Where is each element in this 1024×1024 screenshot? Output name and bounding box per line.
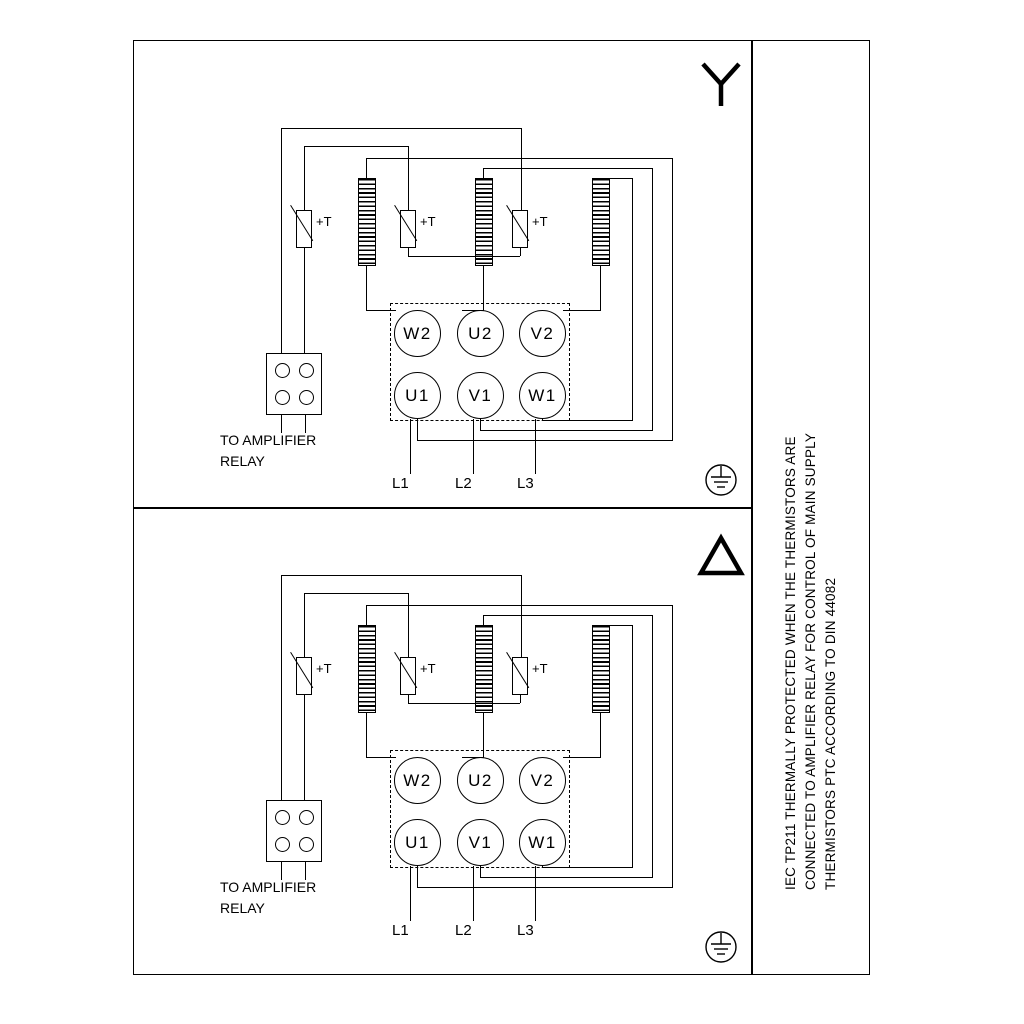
coil-feed-right-2 — [652, 168, 653, 430]
connector-lead-1 — [281, 415, 282, 433]
coil-feed-down-2 — [483, 615, 484, 625]
thermistor-link-1 — [408, 256, 520, 257]
coil-feed-top-1 — [366, 158, 673, 159]
sidebar-note-line-2: CONNECTED TO AMPLIFIER RELAY FOR CONTROL OF MAIN SUPPLY — [803, 432, 818, 890]
amplifier-connector-box — [266, 353, 322, 415]
terminal-w1[interactable]: W1 — [519, 819, 566, 866]
terminal-u2[interactable]: U2 — [457, 757, 504, 804]
phase-tap-l3 — [542, 866, 543, 867]
phase-lead-l3 — [535, 866, 536, 921]
coil-feed-top-3 — [600, 625, 633, 626]
connector-dot-3 — [275, 390, 290, 405]
winding-coil-3 — [592, 625, 610, 713]
coil2-link — [462, 757, 484, 758]
winding-coil-1 — [358, 178, 376, 266]
earth-symbol — [700, 460, 742, 500]
phase-label-l2: L2 — [455, 922, 472, 939]
phase-label-l3: L3 — [517, 475, 534, 492]
coil-feed-down-1 — [366, 158, 367, 178]
earth-symbol — [700, 927, 742, 967]
phase-tap-l3 — [542, 419, 543, 420]
return-wire-1 — [417, 887, 673, 888]
thermistor-label-3: +T — [532, 661, 548, 676]
amplifier-connector-box — [266, 800, 322, 862]
thermistor-wire-top-1 — [281, 128, 521, 129]
terminal-u1[interactable]: U1 — [394, 819, 441, 866]
thermistor-wire-left — [281, 128, 282, 358]
return-wire-2 — [480, 430, 653, 431]
phase-lead-l2 — [473, 419, 474, 474]
terminal-v1[interactable]: V1 — [457, 372, 504, 419]
coil2-to-terminal — [483, 266, 484, 310]
sidebar-note-line-3: THERMISTORS PTC ACCORDING TO DIN 44082 — [823, 577, 838, 890]
coil-feed-right-1 — [672, 158, 673, 440]
thermistor-wire-left — [281, 575, 282, 805]
connector-dot-2 — [299, 363, 314, 378]
vertical-divider — [751, 40, 753, 975]
coil-feed-right-3 — [632, 178, 633, 420]
winding-coil-2 — [475, 625, 493, 713]
coil-feed-down-2 — [483, 168, 484, 178]
amplifier-label-line-2: RELAY — [220, 453, 265, 469]
coil1-link — [366, 757, 396, 758]
thermistor-wire-down-2 — [304, 593, 305, 657]
return-wire-3 — [542, 867, 633, 868]
thermistor-link-2 — [520, 248, 521, 256]
return-wire-2 — [480, 877, 653, 878]
return-wire-1 — [417, 440, 673, 441]
amplifier-label-line-1: TO AMPLIFIER — [220, 432, 317, 448]
phase-lead-l1 — [410, 419, 411, 474]
terminal-v2[interactable]: V2 — [519, 310, 566, 357]
thermistor-label-1: +T — [316, 214, 332, 229]
thermistor-link-1 — [408, 703, 520, 704]
connector-dot-3 — [275, 837, 290, 852]
coil2-link — [462, 310, 484, 311]
wye-star-symbol — [698, 60, 744, 112]
connector-lead-1 — [281, 862, 282, 880]
phase-lead-l2 — [473, 866, 474, 921]
winding-coil-3 — [592, 178, 610, 266]
phase-tap-l2 — [480, 866, 481, 877]
thermistor-label-3: +T — [532, 214, 548, 229]
thermistor-wire-down-2 — [304, 146, 305, 210]
connector-lead-2 — [305, 862, 306, 880]
phase-tap-l2 — [480, 419, 481, 430]
thermistor-3 — [512, 210, 528, 248]
coil-feed-right-3 — [632, 625, 633, 867]
phase-tap-l1 — [417, 419, 418, 440]
return-wire-3 — [542, 420, 633, 421]
thermistor-wire-bottom-1 — [304, 695, 305, 805]
phase-lead-l1 — [410, 866, 411, 921]
sidebar-note-line-1: IEC TP211 THERMALLY PROTECTED WHEN THE THERMISTORS ARE — [783, 436, 798, 890]
terminal-w2[interactable]: W2 — [394, 757, 441, 804]
coil3-link — [563, 757, 601, 758]
thermistor-1 — [296, 657, 312, 695]
coil-feed-top-3 — [600, 178, 633, 179]
coil-feed-down-1 — [366, 605, 367, 625]
thermistor-2 — [400, 657, 416, 695]
winding-coil-2 — [475, 178, 493, 266]
phase-label-l1: L1 — [392, 922, 409, 939]
thermistor-wire-top-2 — [304, 593, 409, 594]
thermistor-label-2: +T — [420, 661, 436, 676]
thermistor-link-2 — [520, 695, 521, 703]
terminal-w1[interactable]: W1 — [519, 372, 566, 419]
thermistor-2 — [400, 210, 416, 248]
winding-coil-1 — [358, 625, 376, 713]
thermistor-wire-bottom-2 — [408, 248, 409, 256]
thermistor-3 — [512, 657, 528, 695]
phase-label-l3: L3 — [517, 922, 534, 939]
coil-feed-top-2 — [483, 168, 653, 169]
phase-lead-l3 — [535, 419, 536, 474]
coil-feed-right-2 — [652, 615, 653, 877]
thermistor-wire-top-1 — [281, 575, 521, 576]
terminal-w2[interactable]: W2 — [394, 310, 441, 357]
phase-tap-l1 — [417, 866, 418, 887]
connector-lead-2 — [305, 415, 306, 433]
coil3-to-terminal — [600, 266, 601, 310]
coil3-link — [563, 310, 601, 311]
connector-dot-4 — [299, 390, 314, 405]
connector-dot-1 — [275, 810, 290, 825]
delta-triangle-symbol — [697, 534, 745, 578]
connector-dot-2 — [299, 810, 314, 825]
coil3-to-terminal — [600, 713, 601, 757]
thermistor-wire-top-2 — [304, 146, 409, 147]
amplifier-label-line-2: RELAY — [220, 900, 265, 916]
coil1-to-terminal — [366, 266, 367, 310]
thermistor-1 — [296, 210, 312, 248]
phase-label-l2: L2 — [455, 475, 472, 492]
thermistor-label-1: +T — [316, 661, 332, 676]
coil2-to-terminal — [483, 713, 484, 757]
amplifier-label-line-1: TO AMPLIFIER — [220, 879, 317, 895]
coil1-link — [366, 310, 396, 311]
horizontal-divider — [133, 507, 751, 509]
coil1-to-terminal — [366, 713, 367, 757]
terminal-u2[interactable]: U2 — [457, 310, 504, 357]
thermistor-wire-bottom-1 — [304, 248, 305, 358]
connector-dot-4 — [299, 837, 314, 852]
thermistor-wire-bottom-2 — [408, 695, 409, 703]
terminal-v2[interactable]: V2 — [519, 757, 566, 804]
thermistor-wire-down-3 — [408, 593, 409, 657]
thermistor-wire-down-3 — [408, 146, 409, 210]
terminal-u1[interactable]: U1 — [394, 372, 441, 419]
connector-dot-1 — [275, 363, 290, 378]
thermistor-label-2: +T — [420, 214, 436, 229]
coil-feed-top-2 — [483, 615, 653, 616]
coil-feed-top-1 — [366, 605, 673, 606]
terminal-v1[interactable]: V1 — [457, 819, 504, 866]
phase-label-l1: L1 — [392, 475, 409, 492]
coil-feed-right-1 — [672, 605, 673, 887]
